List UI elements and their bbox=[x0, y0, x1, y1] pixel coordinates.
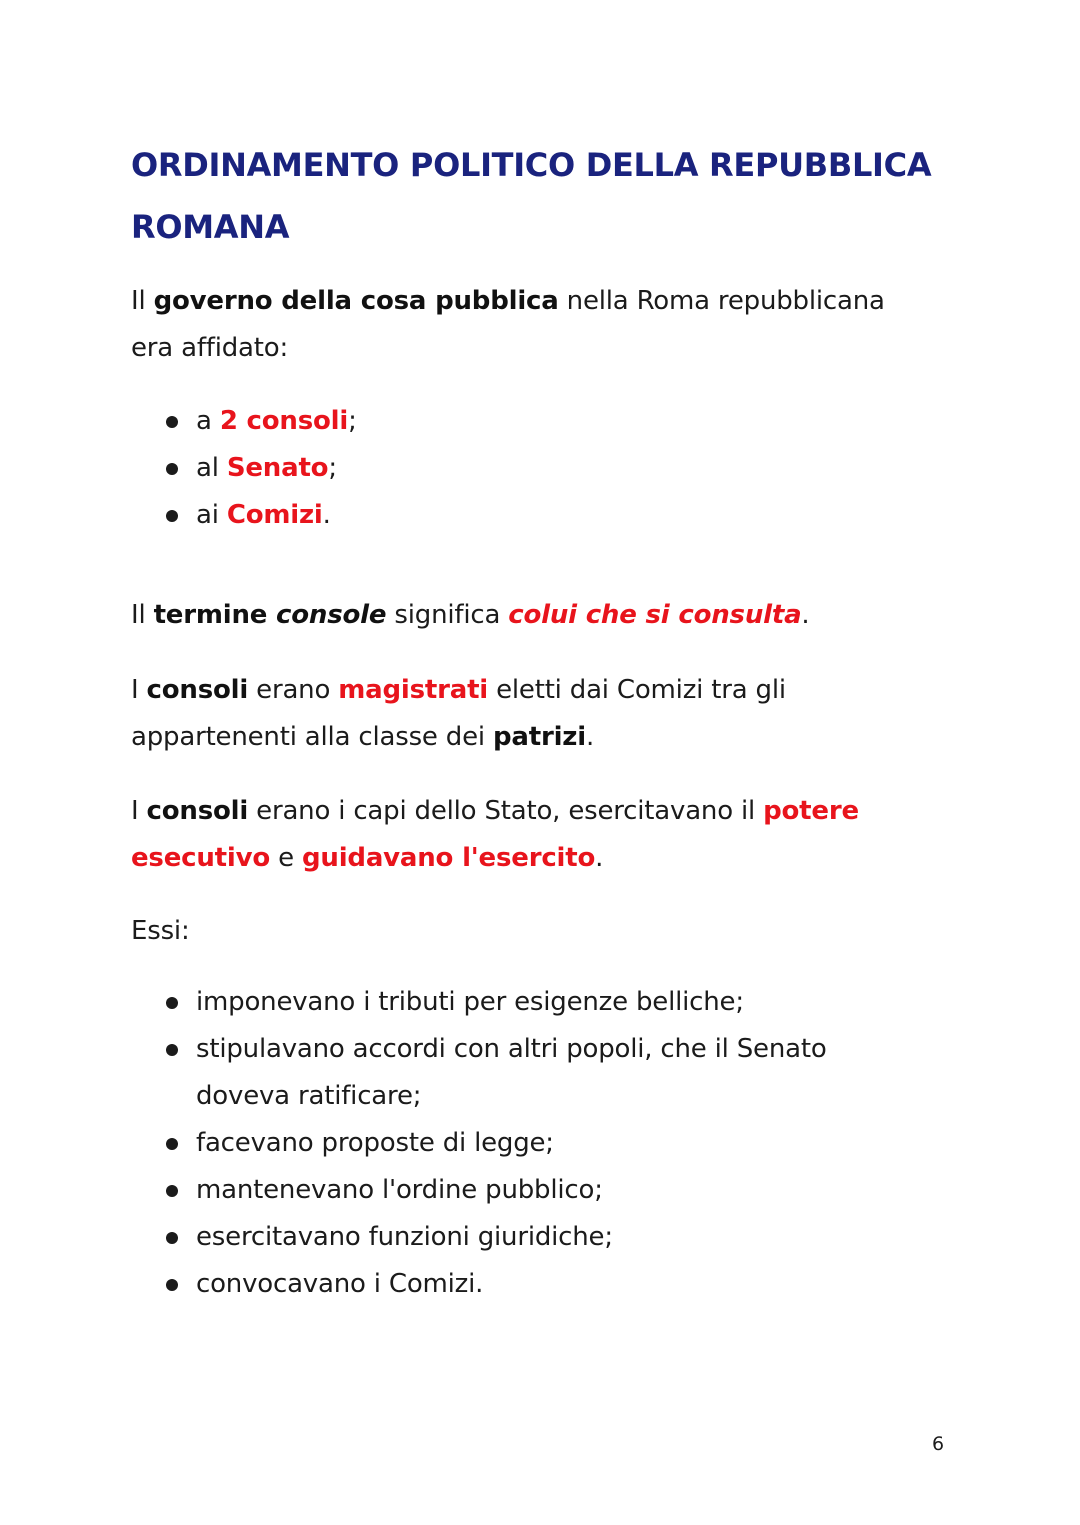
intro-text: Il bbox=[131, 286, 154, 316]
bullet-icon bbox=[166, 510, 178, 522]
list-item: mantenevano l'ordine pubblico; bbox=[0, 1167, 896, 1214]
bullet-icon bbox=[166, 1044, 178, 1056]
term-word: console bbox=[276, 600, 387, 630]
consuls-paragraph-1: I consoli erano magistrati eletti dai Comizi tra gli appartenenti alla classe dei patrizi. bbox=[131, 675, 786, 752]
list-item: al Senato; bbox=[0, 445, 896, 492]
term-meaning: colui che si consulta bbox=[508, 600, 802, 630]
duties-list bbox=[0, 979, 896, 1308]
list-item: ai Comizi. bbox=[0, 492, 896, 539]
intro-text-end: nella Roma repubblicana era affidato: bbox=[131, 286, 885, 363]
list-item: esercitavano funzioni giuridiche; bbox=[0, 1214, 896, 1261]
list-item: stipulavano accordi con altri popoli, che il Senato doveva ratificare; bbox=[0, 1026, 886, 1120]
bullet-icon bbox=[166, 1185, 178, 1197]
list-item: a 2 consoli; bbox=[0, 398, 896, 445]
page-title: ORDINAMENTO POLITICO DELLA REPUBBLICA ROMANA bbox=[131, 146, 932, 246]
intro-paragraph bbox=[131, 278, 931, 372]
essi-label: Essi: bbox=[131, 916, 190, 946]
bullet-icon bbox=[166, 1138, 178, 1150]
consuls-paragraph-2: I consoli erano i capi dello Stato, esercitavano il potere esecutivo e guidavano l'esercito. bbox=[131, 796, 859, 873]
bullet-icon bbox=[166, 416, 178, 428]
organ-highlight: 2 consoli bbox=[219, 406, 349, 436]
term-paragraph: Il termine console significa colui che si consulta. bbox=[131, 600, 810, 630]
list-item: imponevano i tributi per esigenze belliche; bbox=[0, 979, 896, 1026]
intro-bold: governo della cosa pubblica bbox=[153, 286, 559, 316]
bullet-icon bbox=[166, 997, 178, 1009]
list-item: convocavano i Comizi. bbox=[0, 1261, 896, 1308]
organ-highlight: Comizi bbox=[226, 500, 323, 530]
page-number: 6 bbox=[932, 1433, 945, 1455]
organs-list bbox=[0, 398, 896, 539]
bullet-icon bbox=[166, 1279, 178, 1291]
bullet-icon bbox=[166, 1232, 178, 1244]
list-item: facevano proposte di legge; bbox=[0, 1120, 896, 1167]
organ-highlight: Senato bbox=[226, 453, 329, 483]
bullet-icon bbox=[166, 463, 178, 475]
